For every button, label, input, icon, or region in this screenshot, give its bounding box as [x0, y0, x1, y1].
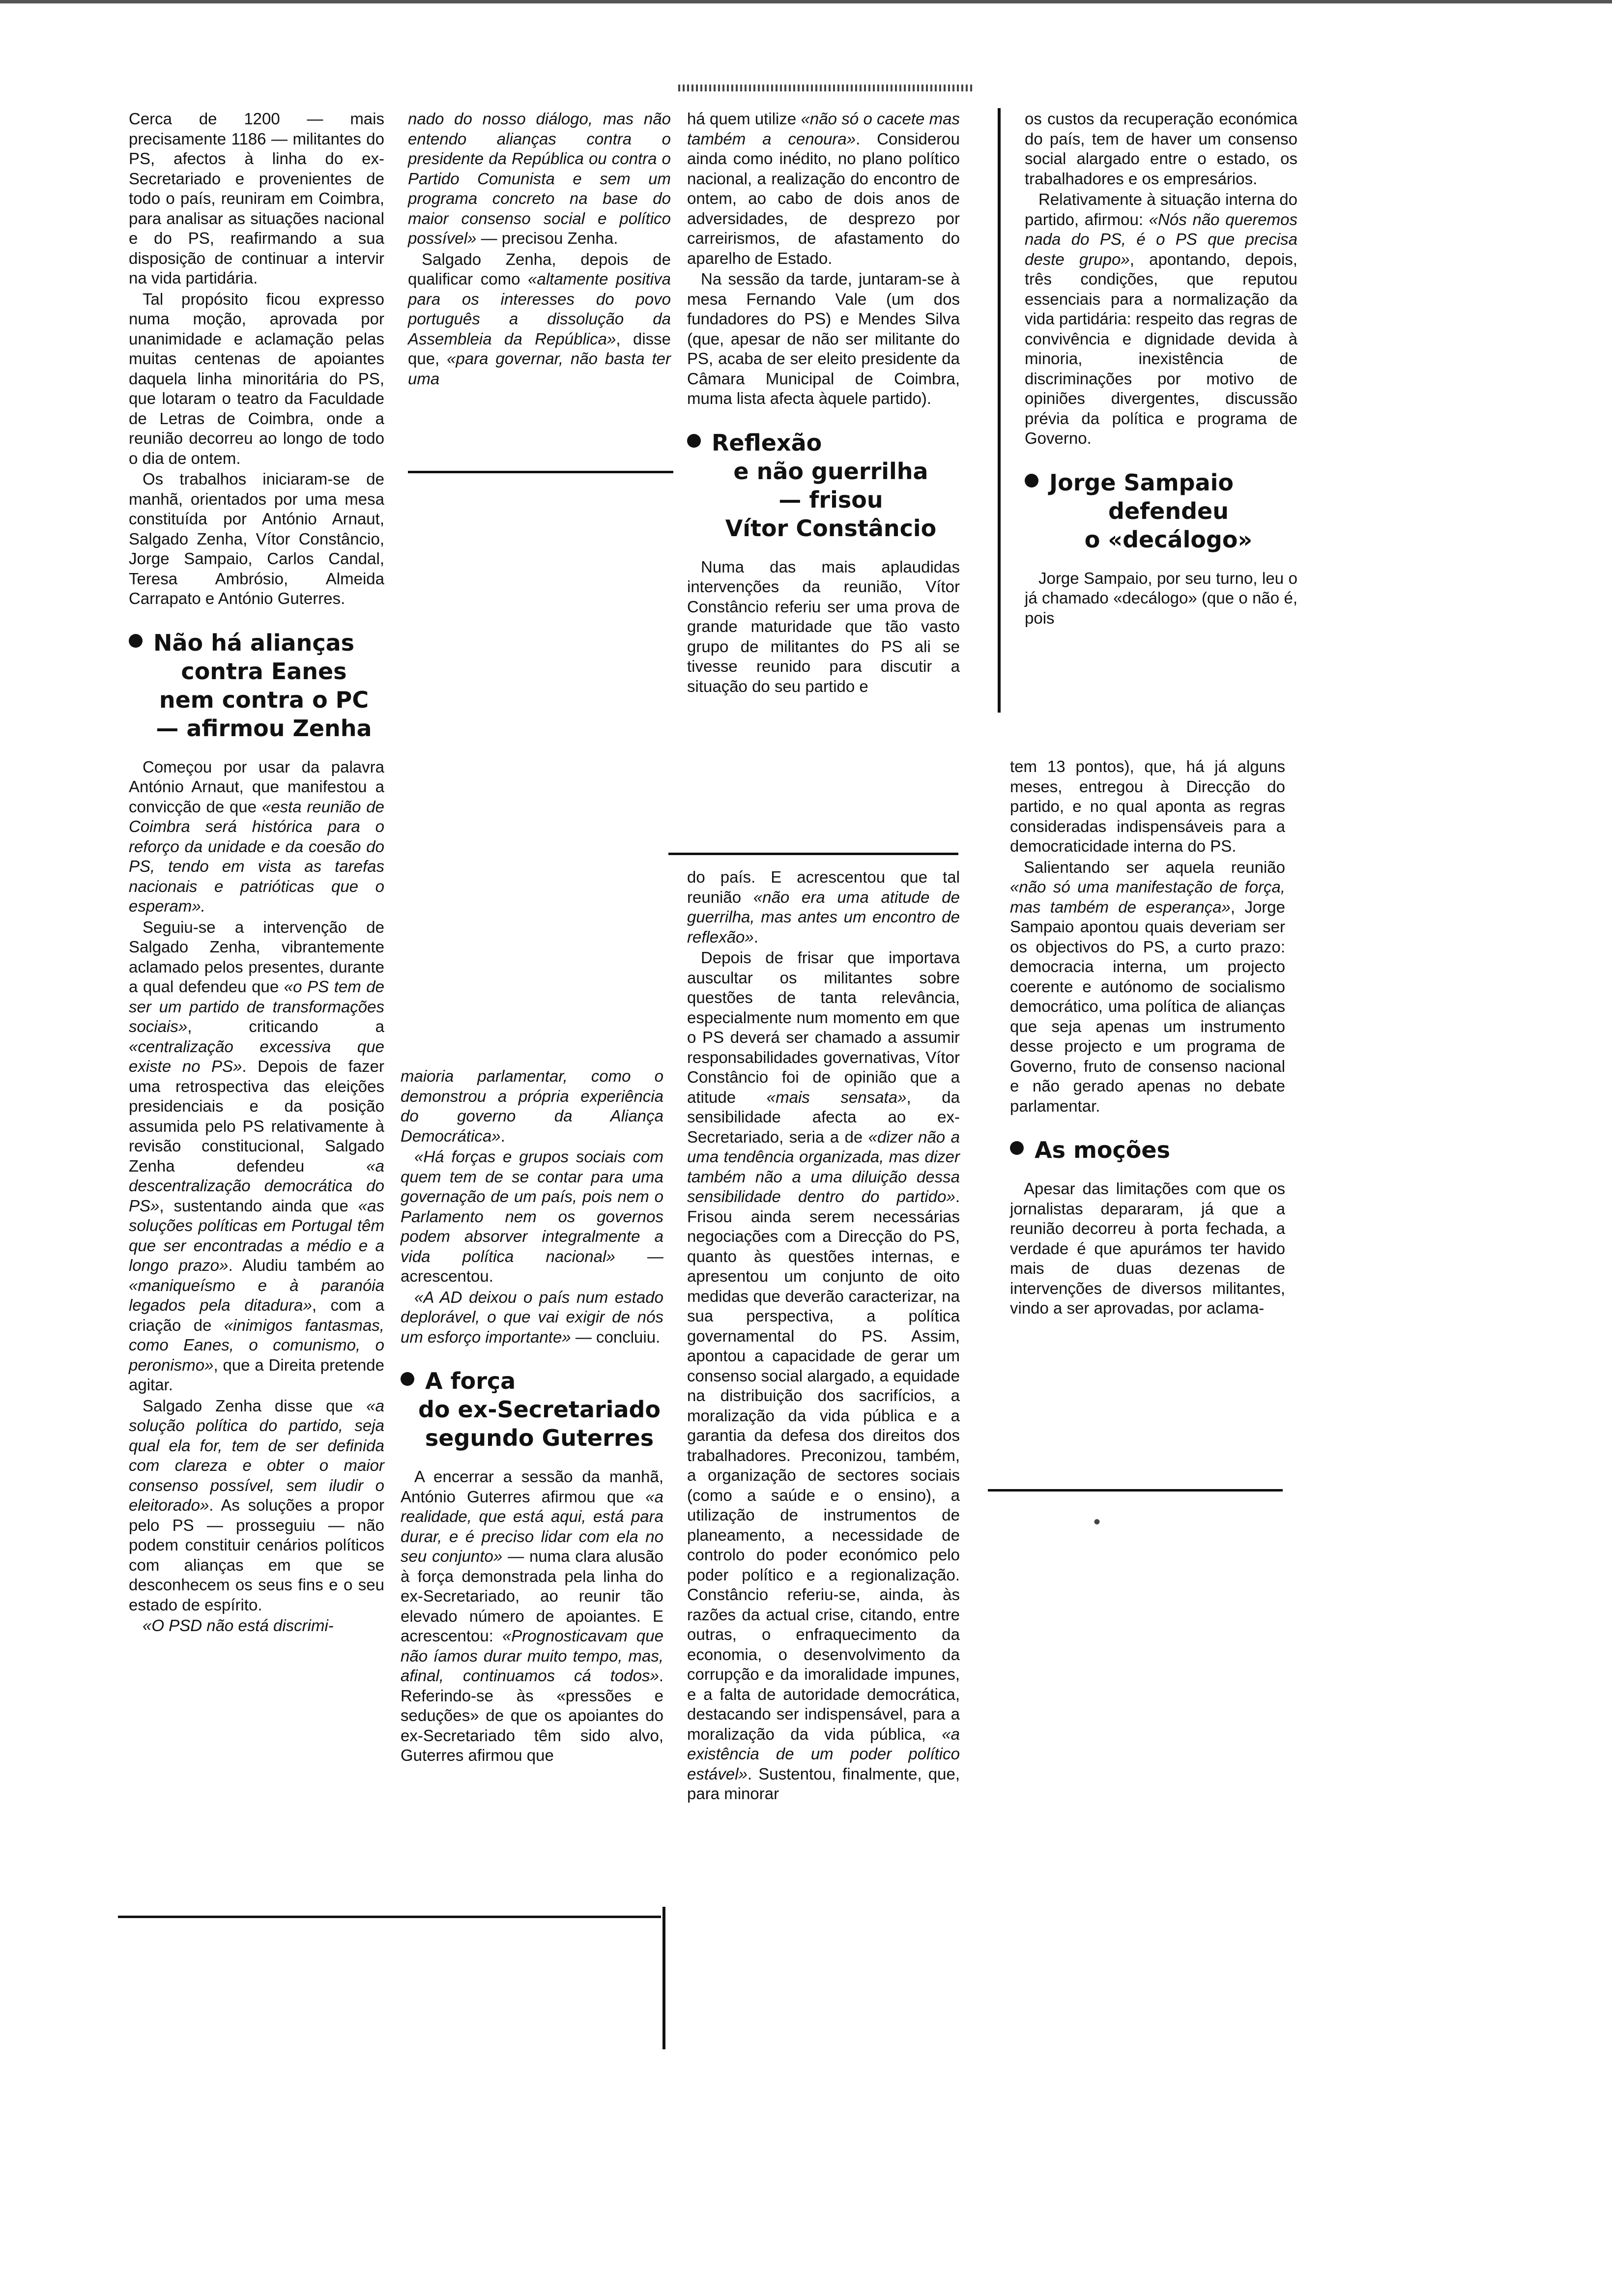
- paragraph: há quem utilize «não só o cacete mas também a cenoura». Considerou ainda como inédito, no plano político nacional, a realização do encontro de ontem, ao cabo de dois anos de adversidades, de desprezo por carreirismos, de afastamento do aparelho de Estado.: [687, 110, 960, 267]
- paragraph: nado do nosso diálogo, mas não entendo alianças contra o presidente da República ou contra o Partido Comunista e sem um programa concreto na base do maior consenso social e político possível» — precisou Zenha.: [408, 110, 671, 247]
- paragraph: A encerrar a sessão da manhã, António Guterres afirmou que «a realidade, que está aqui, está para durar, e é preciso lidar com ela no seu conjunto» — numa clara alusão à força demonstrada pela linha do ex-Secretariado, ao reunir tão elevado número de apoiantes. E acrescentou: «Prognosticavam que não íamos durar muito tempo, mas, afinal, continuamos cá todos». Referindo-se às «pressões e seduções» de que os apoiantes do ex-Secretariado têm sido alvo, Guterres afirmou que: [401, 1467, 663, 1764]
- subheading-line: — frisou: [778, 486, 883, 513]
- paragraph: maioria parlamentar, como o demonstrou a própria experiência do governo da Aliança Democrática».: [401, 1067, 663, 1145]
- column-rule: [408, 471, 673, 473]
- subheading-line: e não guerrilha: [733, 458, 928, 485]
- subheading-line: A força: [425, 1368, 516, 1394]
- paragraph: Salientando ser aquela reunião «não só uma manifestação de força, mas também de esperança», Jorge Sampaio apontou quais deveriam ser os objectivos do PS, a curto prazo: democracia interna, um projecto coerente e autónomo de socialismo democrático, uma política de alianças que seja apenas um instrumento desse projecto e um programa de Governo, fruto de consenso nacional e não gerado apenas no debate parlamentar.: [1010, 858, 1285, 1115]
- subheading-line: defendeu: [1108, 497, 1229, 524]
- bullet-icon: [1025, 474, 1038, 488]
- subheading-line: — afirmou Zenha: [156, 715, 372, 742]
- bullet-icon: [129, 634, 143, 648]
- subheading-mocoes: [1010, 1136, 1285, 1164]
- column-4-top: [1025, 109, 1297, 628]
- paragraph: Seguiu-se a intervenção de Salgado Zenha, vibrantemente aclamado pelos presentes, durante a qual defendeu que «o PS tem de ser um partido de transformações sociais», criticando a «centralização excessiva que existe no PS». Depois de fazer uma retrospectiva das eleições presidenciais e da posição assumida pelo PS relativamente à revisão constitucional, Salgado Zenha defendeu «a descentralização democrática do PS», sustentando ainda que «as soluções políticas em Portugal têm que ser encontradas a médio e a longo prazo». Aludiu também ao «maniqueísmo e à paranóia legados pela ditadura», com a criação de «inimigos fantasmas, como Eanes, o comunismo, o peronismo», que a Direita pretende agitar.: [129, 918, 385, 1394]
- column-2-top: [408, 109, 671, 389]
- paragraph: «O PSD não está discrimi-: [143, 1616, 334, 1635]
- paragraph: tem 13 pontos), que, há já alguns meses, entregou à Direcção do partido, e no qual aponta as regras consideradas indispensáveis para a democraticidade interna do PS.: [1010, 757, 1285, 855]
- paragraph: Relativamente à situação interna do partido, afirmou: «Nós não queremos nada do PS, é o PS que precisa deste grupo», apontando, depois, três condições, que reputou essenciais para a normalização da vida partidária: respeito das regras de convivência e dignidade devida à minoria, inexistência de discriminações por motivo de opiniões divergentes, discussão prévia da política e programa de Governo.: [1025, 190, 1297, 447]
- subheading-aliancas: [129, 629, 384, 743]
- paragraph: Os trabalhos iniciaram-se de manhã, orientados por uma mesa constituída por António Arnaut, Salgado Zenha, Vítor Constâncio, Jorge Sampaio, Carlos Candal, Teresa Ambrósio, Almeida Carrapato e António Guterres.: [129, 470, 384, 607]
- dotted-rule: [678, 85, 973, 91]
- column-3-top: [687, 109, 960, 696]
- column-1: [129, 109, 384, 1636]
- paragraph: «A AD deixou o país num estado deplorável, o que vai exigir de nós um esforço importante» — concluiu.: [401, 1288, 663, 1346]
- subheading-line: contra Eanes: [181, 658, 347, 685]
- subheading-line: o «decálogo»: [1084, 526, 1253, 553]
- subheading-line: nem contra o PC: [159, 686, 369, 713]
- subheading-sampaio: [1025, 468, 1297, 554]
- column-rule: [118, 1916, 393, 1918]
- column-3-bottom: [687, 867, 960, 1804]
- bullet-icon: [401, 1372, 414, 1386]
- paragraph: Cerca de 1200 — mais precisamente 1186 — militantes do PS, afectos à linha do ex-Secretariado e provenientes de todo o país, reuniram em Coimbra, para analisar as situações nacional e do PS, reafirmando a sua disposição de continuar a intervir na vida partidária.: [129, 110, 384, 287]
- paragraph: do país. E acrescentou que tal reunião «não era uma atitude de guerrilha, mas antes um encontro de reflexão».: [687, 868, 960, 946]
- column-rule: [988, 1489, 1283, 1492]
- column-rule: [998, 108, 1001, 713]
- column-4-bottom: [1010, 757, 1285, 1319]
- subheading-line: Vítor Constâncio: [725, 515, 937, 542]
- subheading-line: Não há alianças: [153, 629, 355, 656]
- paragraph: Apesar das limitações com que os jornalistas depararam, já que a reunião decorreu à porta fechada, a verdade é que apurámos ter havido mais de duas dezenas de intervenções de diversos militantes, vindo a ser aprovadas, por aclama-: [1010, 1179, 1285, 1317]
- bullet-icon: [1010, 1141, 1024, 1155]
- paragraph: os custos da recuperação económica do país, tem de haver um consenso social alargado entre o estado, os trabalhadores e os empresários.: [1025, 110, 1297, 188]
- stray-mark: •: [1094, 1511, 1101, 1533]
- column-rule: [393, 1916, 661, 1918]
- column-rule: [662, 1907, 665, 2049]
- paragraph: Depois de frisar que importava auscultar os militantes sobre questões de tanta relevância, especialmente num momento em que o PS deverá ser chamado a assumir responsabilidades governativas, Vítor Constâncio foi de opinião que a atitude «mais sensata», da sensibilidade afecta ao ex-Secretariado, seria a de «dizer não a uma tendência organizada, mas dizer também não a uma diluição dessa sensibilidade dentro do partido». Frisou ainda serem necessárias negociações com a Direcção do PS, quanto às questões internas, e apresentou um conjunto de oito medidas que deverão caracterizar, na sua perspectiva, a política governamental do PS. Assim, apontou a capacidade de gerar um consenso social alargado, a equidade na distribuição dos sacrifícios, a moralização da vida pública e a garantia da defesa dos direitos dos trabalhadores. Preconizou, também, a organização de sectores sociais (como a saúde e o ensino), a utilização de instrumentos de planeamento, a necessidade de controlo do poder económico pelo poder político e a regionalização. Constâncio referiu-se, ainda, às razões da actual crise, citando, entre outras, o enfraquecimento da economia, o desenvolvimento da corrupção e da imoralidade impunes, e a falta de autoridade democrática, destacando ser indispensável, para a moralização da vida pública, «a existência de um poder político estável». Sustentou, finalmente, que, para minorar: [687, 948, 960, 1803]
- column-2-bottom: [401, 1066, 663, 1766]
- paragraph: Na sessão da tarde, juntaram-se à mesa Fernando Vale (um dos fundadores do PS) e Mendes Silva (que, apesar de não ser militante do PS, acaba de ser eleito presidente da Câmara Municipal de Coimbra, muma lista afecta àquele partido).: [687, 270, 960, 407]
- top-rule: [0, 0, 1612, 3]
- column-rule: [668, 853, 958, 855]
- paragraph: Numa das mais aplaudidas intervenções da reunião, Vítor Constâncio referiu ser uma prova de grande maturidade que tão vasto grupo de militantes do PS ali se tivesse reunido para discutir a situação do seu partido e: [687, 557, 960, 695]
- subheading-line: segundo Guterres: [425, 1425, 654, 1451]
- subheading-line: Jorge Sampaio: [1049, 469, 1234, 496]
- subheading-reflexao: [687, 429, 960, 543]
- paragraph: Salgado Zenha, depois de qualificar como «altamente positiva para os interesses do povo português a dissolução da Assembleia da República», disse que, «para governar, não basta ter uma: [408, 250, 671, 388]
- bullet-icon: [687, 434, 701, 448]
- subheading-line: Reflexão: [712, 429, 822, 456]
- subheading-line: As moções: [1035, 1137, 1170, 1163]
- paragraph: Jorge Sampaio, por seu turno, leu o já chamado «decálogo» (que o não é, pois: [1025, 569, 1297, 627]
- paragraph: Tal propósito ficou expresso numa moção, aprovada por unanimidade e aclamação pelas muitas centenas de apoiantes daquela linha minoritária do PS, que lotaram o teatro da Faculdade de Letras de Coimbra, onde a reunião decorreu ao longo de todo o dia de ontem.: [129, 289, 384, 467]
- paragraph: «Há forças e grupos sociais com quem tem de se contar para uma governação de um país, pois nem o Parlamento nem os governos podem absorver integralmente a vida política nacional» — acrescentou.: [401, 1148, 664, 1285]
- paragraph: Salgado Zenha disse que «a solução política do partido, seja qual ela for, tem de ser definida com clareza e obter o maior consenso possível, sem iludir o eleitorado». As soluções a propor pelo PS — prosseguiu — não podem constituir cenários políticos com alianças em que se desconhecem os seus fins e o seu estado de espírito.: [129, 1396, 384, 1614]
- subheading-forca: [401, 1367, 663, 1452]
- subheading-line: do ex-Secretariado: [418, 1396, 661, 1423]
- paragraph: Começou por usar da palavra António Arnaut, que manifestou a convicção de que «esta reunião de Coimbra será histórica para o reforço da unidade e da coesão do PS, tendo em vista as tarefas nacionais e patrióticas que o esperam».: [129, 757, 384, 915]
